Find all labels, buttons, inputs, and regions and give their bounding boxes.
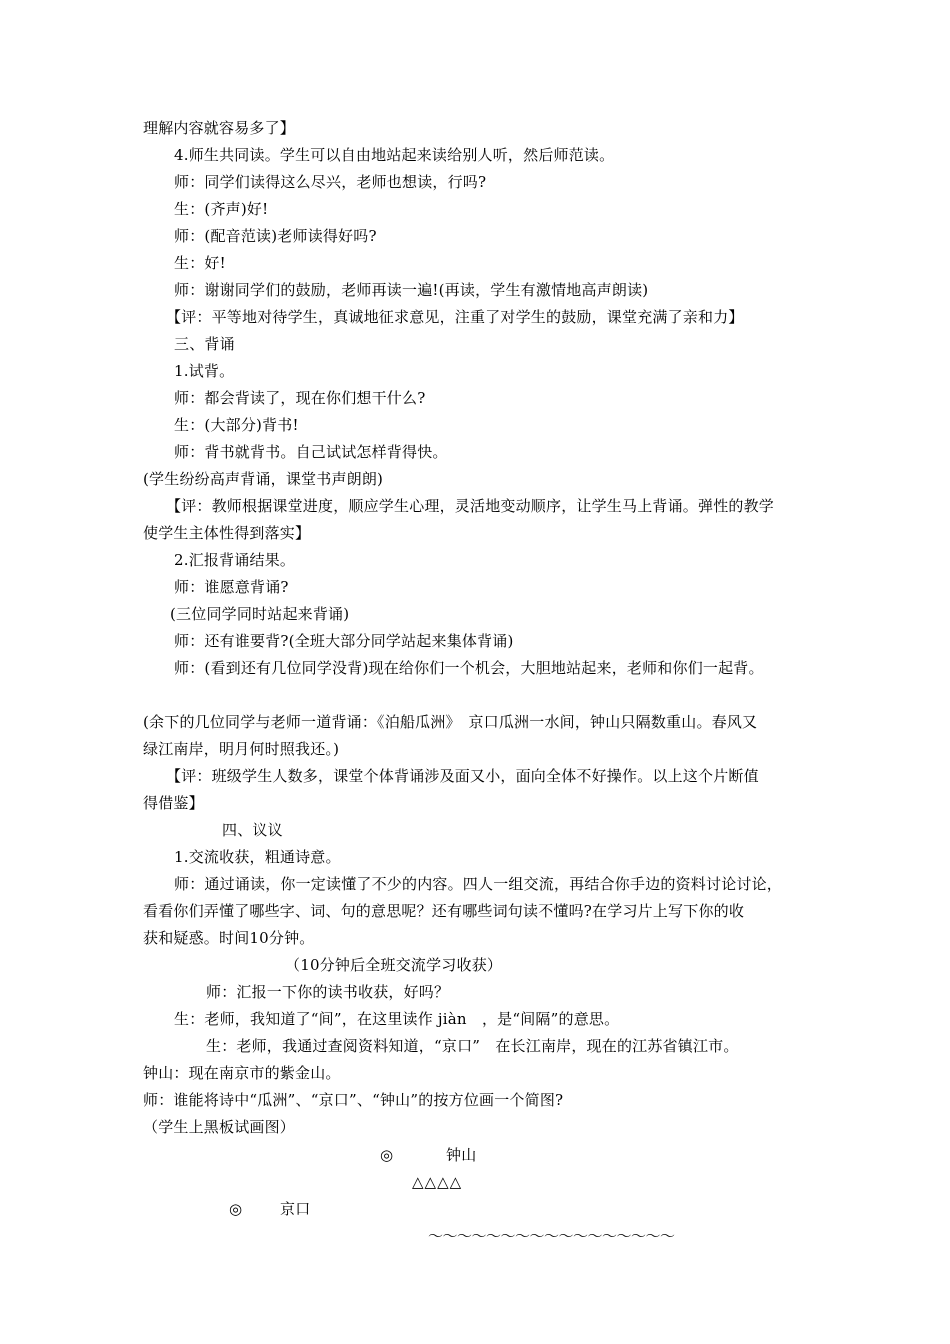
- jingkou-label: 京口: [280, 1200, 311, 1218]
- text-line: 师：谁能将诗中“瓜洲”、“京口”、“钟山”的按方位画一个简图?: [143, 1091, 564, 1109]
- comment-line: 【评：教师根据课堂进度，顺应学生心理，灵活地变动顺序，让学生马上背诵。弹性的教学: [166, 497, 775, 515]
- text-line: 师：谁愿意背诵?: [174, 578, 289, 596]
- text-line: （学生上黑板试画图）: [143, 1118, 296, 1136]
- text-line: 师：谢谢同学们的鼓励，老师再读一遍!(再读，学生有激情地高声朗读): [174, 281, 649, 299]
- mountains-icon: △△△△: [412, 1173, 463, 1191]
- text-line: 师：还有谁要背?(全班大部分同学站起来集体背诵): [174, 632, 514, 650]
- text-line: (三位同学同时站起来背诵): [170, 605, 350, 623]
- text-line: 4.师生共同读。学生可以自由地站起来读给别人听，然后师范读。: [174, 146, 615, 164]
- comment-line: 【评：班级学生人数多，课堂个体背诵涉及面又小，面向全体不好操作。以上这个片断值: [166, 767, 759, 785]
- text-line: 理解内容就容易多了】: [143, 119, 296, 137]
- section-heading: 四、议议: [222, 821, 283, 839]
- text-line: 师：(配音范读)老师读得好吗?: [174, 227, 377, 245]
- river-icon: ～～～～～～～～～～～～～～～～～: [428, 1227, 675, 1245]
- text-line: 绿江南岸，明月何时照我还。): [143, 740, 340, 758]
- text-line: 生：(齐声)好!: [174, 200, 269, 218]
- text-line: （10分钟后全班交流学习收获）: [285, 956, 503, 974]
- zhongshan-label: 钟山: [446, 1146, 477, 1164]
- comment-line: 使学生主体性得到落实】: [143, 524, 311, 542]
- text-line: 2.汇报背诵结果。: [174, 551, 296, 569]
- text-line: 师：同学们读得这么尽兴，老师也想读，行吗?: [174, 173, 487, 191]
- text-line: 师：汇报一下你的读书收获，好吗？: [206, 983, 450, 1001]
- text-line: 生：老师，我知道了“间”，在这里读作 jiàn ，是“间隔”的意思。: [174, 1010, 620, 1028]
- text-line: 1.交流收获，粗通诗意。: [174, 848, 341, 866]
- text-line: 师：(看到还有几位同学没背)现在给你们一个机会，大胆地站起来，老师和你们一起背。: [174, 659, 764, 677]
- text-line: (余下的几位同学与老师一道背诵：《泊船瓜洲》 京口瓜洲一水间，钟山只隔数重山。春风又: [143, 713, 758, 731]
- text-line: 师：通过诵读，你一定读懂了不少的内容。四人一组交流，再结合你手边的资料讨论讨论，: [174, 875, 783, 893]
- text-line: 看看你们弄懂了哪些字、词、句的意思呢？还有哪些词句读不懂吗?在学习片上写下你的收: [143, 902, 745, 920]
- jingkou-marker-icon: ◎: [229, 1200, 243, 1218]
- text-line: 师：背书就背书。自己试试怎样背得快。: [174, 443, 448, 461]
- text-line: 生：好!: [174, 254, 226, 272]
- comment-line: 【评：平等地对待学生，真诚地征求意见，注重了对学生的鼓励，课堂充满了亲和力】: [166, 308, 744, 326]
- text-line: 生：(大部分)背书!: [174, 416, 299, 434]
- zhongshan-marker-icon: ◎: [380, 1146, 394, 1164]
- text-line: 1.试背。: [174, 362, 235, 380]
- comment-line: 得借鉴】: [143, 794, 204, 812]
- text-line: (学生纷纷高声背诵，课堂书声朗朗): [143, 470, 384, 488]
- section-heading: 三、背诵: [174, 335, 235, 353]
- text-line: 生：老师，我通过查阅资料知道，“京口” 在长江南岸，现在的江苏省镇江市。: [206, 1037, 739, 1055]
- text-line: 钟山：现在南京市的紫金山。: [143, 1064, 341, 1082]
- text-line: 获和疑惑。时间10分钟。: [143, 929, 315, 947]
- text-line: 师：都会背读了，现在你们想干什么?: [174, 389, 426, 407]
